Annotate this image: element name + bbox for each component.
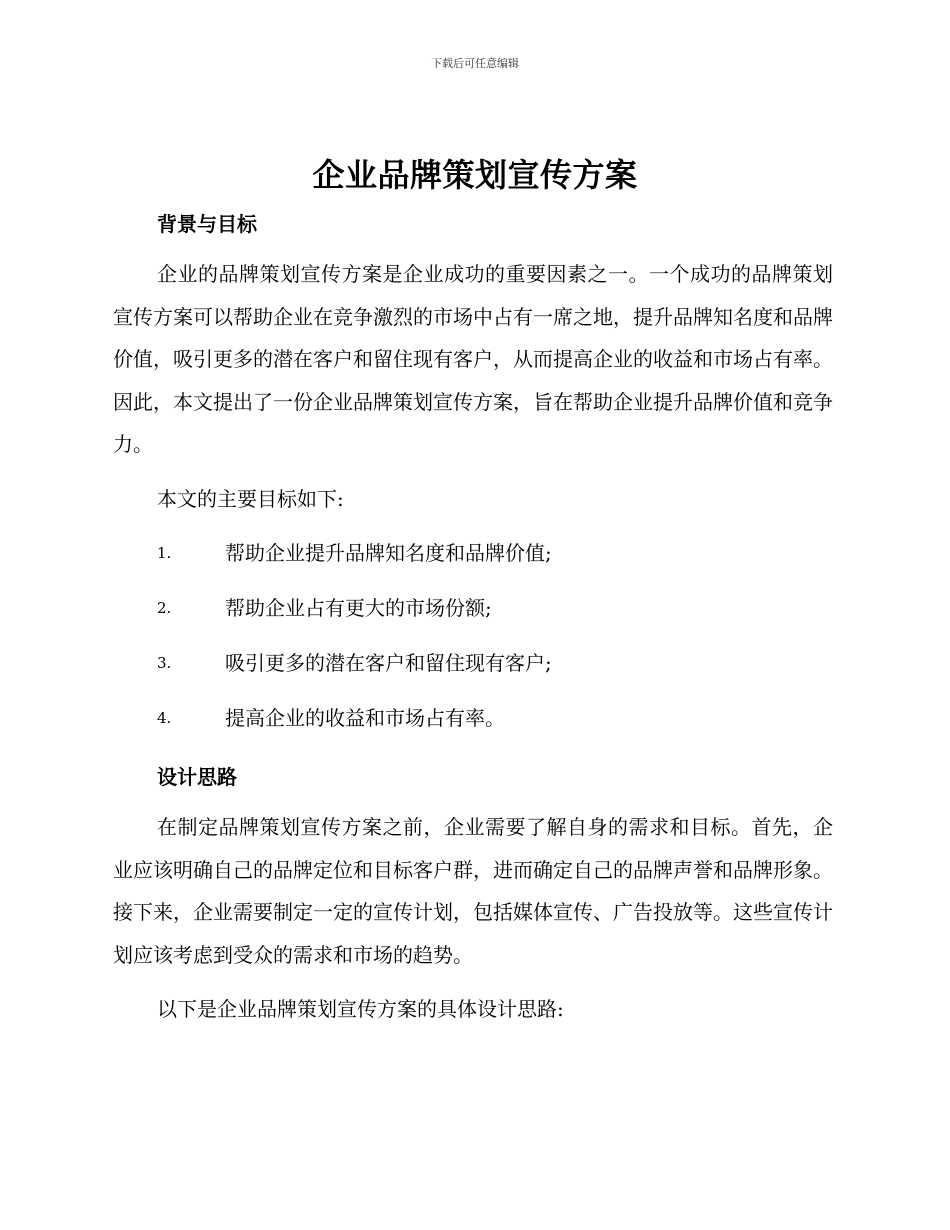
list-item-number: 1. bbox=[157, 544, 172, 562]
paragraph-design-lead: 以下是企业品牌策划宣传方案的具体设计思路: bbox=[157, 997, 564, 1021]
document-title: 企业品牌策划宣传方案 bbox=[312, 156, 638, 194]
list-item-number: 2. bbox=[157, 599, 172, 617]
page-header-note: 下载后可任意编辑 bbox=[431, 57, 519, 70]
list-item-text: 提高企业的收益和市场占有率。 bbox=[225, 706, 505, 730]
paragraph-goals-intro: 本文的主要目标如下: bbox=[157, 487, 344, 511]
list-item-text: 吸引更多的潜在客户和留住现有客户; bbox=[225, 651, 552, 675]
paragraph-background-intro: 企业的品牌策划宣传方案是企业成功的重要因素之一。一个成功的品牌策划宣传方案可以帮助企业在竞争激烈的市场中占有一席之地，提升品牌知名度和品牌价值，吸引更多的潜在客户和留住现有客户，从而提高企业的收益和市场占有率。因此，本文提出了一份企业品牌策划宣传方案，旨在帮助企业提升品牌价值和竞争力。 bbox=[113, 262, 833, 456]
list-item-number: 3. bbox=[157, 654, 172, 672]
list-item-text: 帮助企业占有更大的市场份额; bbox=[225, 596, 492, 620]
section-heading-design: 设计思路 bbox=[157, 765, 237, 789]
paragraph-design-intro: 在制定品牌策划宣传方案之前，企业需要了解自身的需求和目标。首先，企业应该明确自己的品牌定位和目标客户群，进而确定自己的品牌声誉和品牌形象。接下来，企业需要制定一定的宣传计划，包括媒体宣传、广告投放等。这些宣传计划应该考虑到受众的需求和市场的趋势。 bbox=[113, 815, 833, 967]
section-heading-background: 背景与目标 bbox=[157, 212, 257, 236]
list-item-number: 4. bbox=[157, 709, 172, 727]
list-item-text: 帮助企业提升品牌知名度和品牌价值; bbox=[225, 541, 552, 565]
